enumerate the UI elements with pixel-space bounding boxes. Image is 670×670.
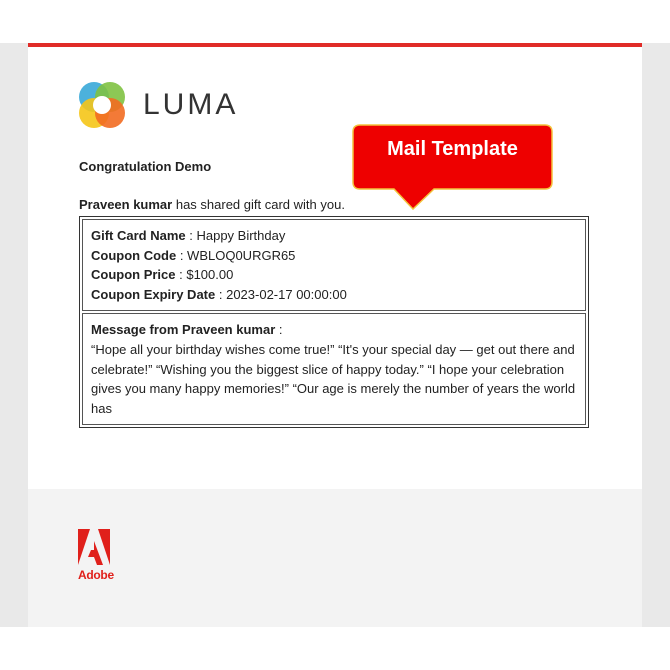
header-accent-bar [28,43,642,47]
adobe-logo-text: Adobe [78,568,114,582]
card-info-cell [82,219,586,311]
shared-text: has shared gift card with you. [172,197,345,212]
message-label: Message from Praveen kumar [91,322,276,338]
page-gutter-left [0,43,28,627]
mail-template-callout [352,124,553,189]
coupon-price-label: Coupon Price [91,267,176,283]
gift-card-name-row [91,226,577,246]
email-footer [28,489,642,627]
luma-logo-text: LUMA [143,88,239,121]
coupon-code-value: : WBLOQ0URGR65 [176,247,296,263]
greeting-heading: Congratulation Demo [79,159,212,174]
message-text: “Hope all your birthday wishes come true!” “It's your special day — get out there and celebrate!” “Wishing you the biggest slice of happy today.” “I hope your celebration gives you many happy memories!” “Our age is merely the number of years the world has [91,341,576,416]
gift-card-name-label: Gift Card Name [91,228,186,243]
email-body [28,43,642,627]
coupon-expiry-label: Coupon Expiry Date [91,286,216,302]
coupon-expiry-row [91,285,577,305]
sender-name: Praveen kumar [79,197,173,212]
coupon-price-row [91,265,577,285]
luma-logo-icon [75,78,129,132]
coupon-expiry-value: : 2023-02-17 00:00:00 [215,286,347,302]
message-separator: : [275,322,283,338]
adobe-logo-icon [78,529,110,565]
luma-logo[interactable] [75,78,238,132]
gift-card-details-table [79,216,589,428]
gift-card-name-value: : Happy Birthday [185,228,286,243]
callout-label: Mail Template [387,138,518,160]
message-cell [82,313,586,425]
coupon-code-row [91,246,577,266]
callout-shape [352,124,553,210]
message-header [91,320,577,340]
page-gutter-right [642,43,670,627]
coupon-price-value: : $100.00 [175,267,234,283]
coupon-code-label: Coupon Code [91,247,177,263]
shared-message [79,197,345,212]
